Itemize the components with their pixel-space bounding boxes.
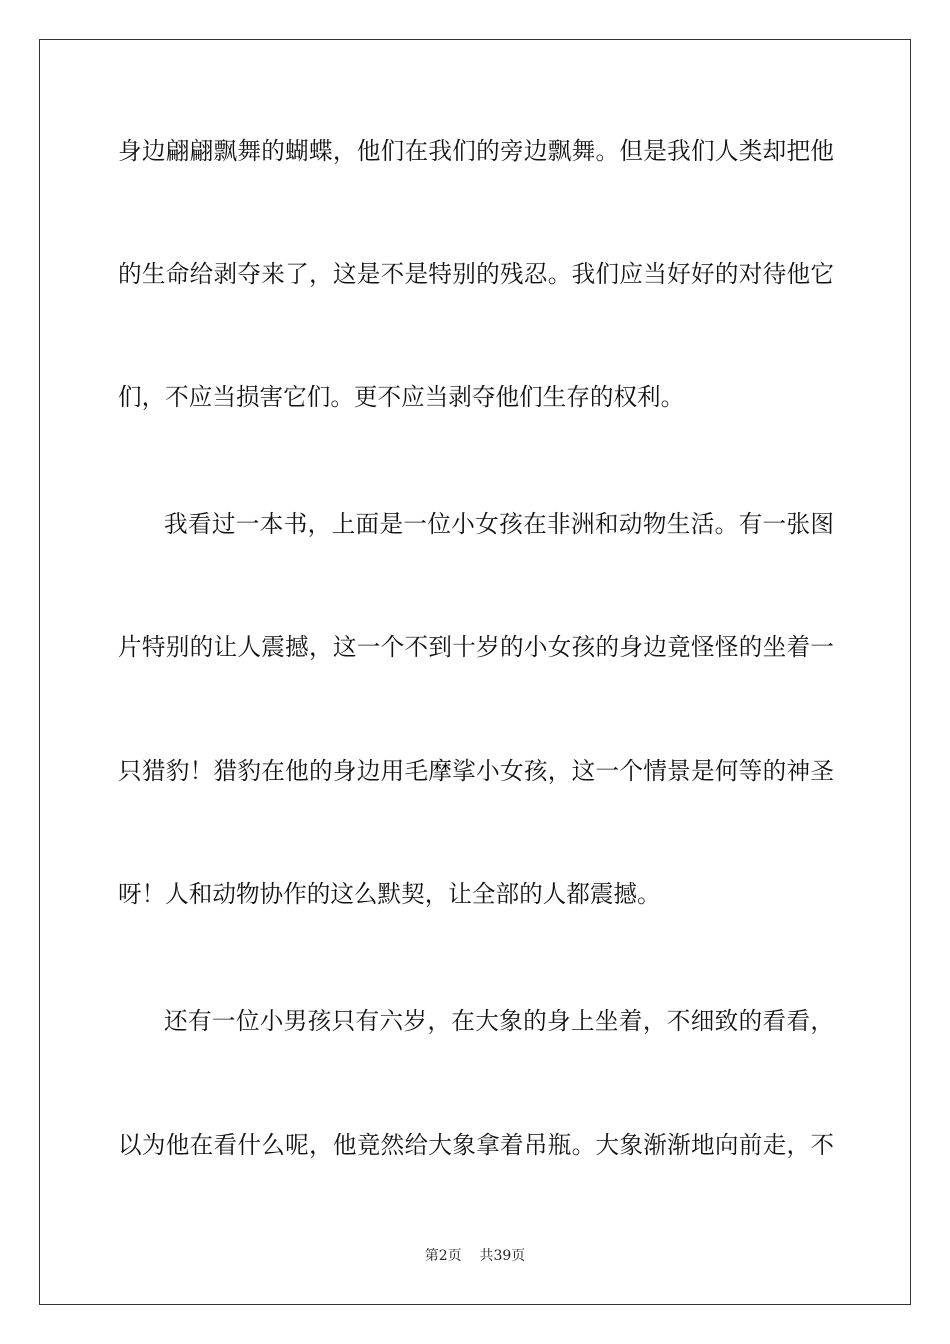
page-footer: [0, 1246, 950, 1266]
body-text-line: 身边翩翩飘舞的蝴蝶，他们在我们的旁边飘舞。但是我们人类却把他: [118, 137, 834, 165]
body-text-line: 还有一位小男孩只有六岁，在大象的身上坐着，不细致的看看，: [164, 1007, 834, 1035]
body-text-line: 只猎豹！猎豹在他的身边用毛摩挲小女孩，这一个情景是何等的神圣: [118, 757, 834, 785]
page-number: 第2页: [424, 1248, 462, 1264]
body-text-line: 们，不应当损害它们。更不应当剥夺他们生存的权利。: [118, 383, 685, 411]
body-text-line: 的生命给剥夺来了，这是不是特别的残忍。我们应当好好的对待他它: [118, 260, 834, 288]
page-border: [39, 39, 911, 1305]
body-text-line: 片特别的让人震撼，这一个不到十岁的小女孩的身边竟怪怪的坐着一: [118, 633, 834, 661]
page-total: 共39页: [479, 1248, 526, 1264]
body-text-line: 我看过一本书，上面是一位小女孩在非洲和动物生活。有一张图: [164, 510, 834, 538]
body-text-line: 呀！人和动物协作的这么默契，让全部的人都震撼。: [118, 880, 661, 908]
body-text-line: 以为他在看什么呢，他竟然给大象拿着吊瓶。大象渐渐地向前走，不: [118, 1131, 834, 1159]
